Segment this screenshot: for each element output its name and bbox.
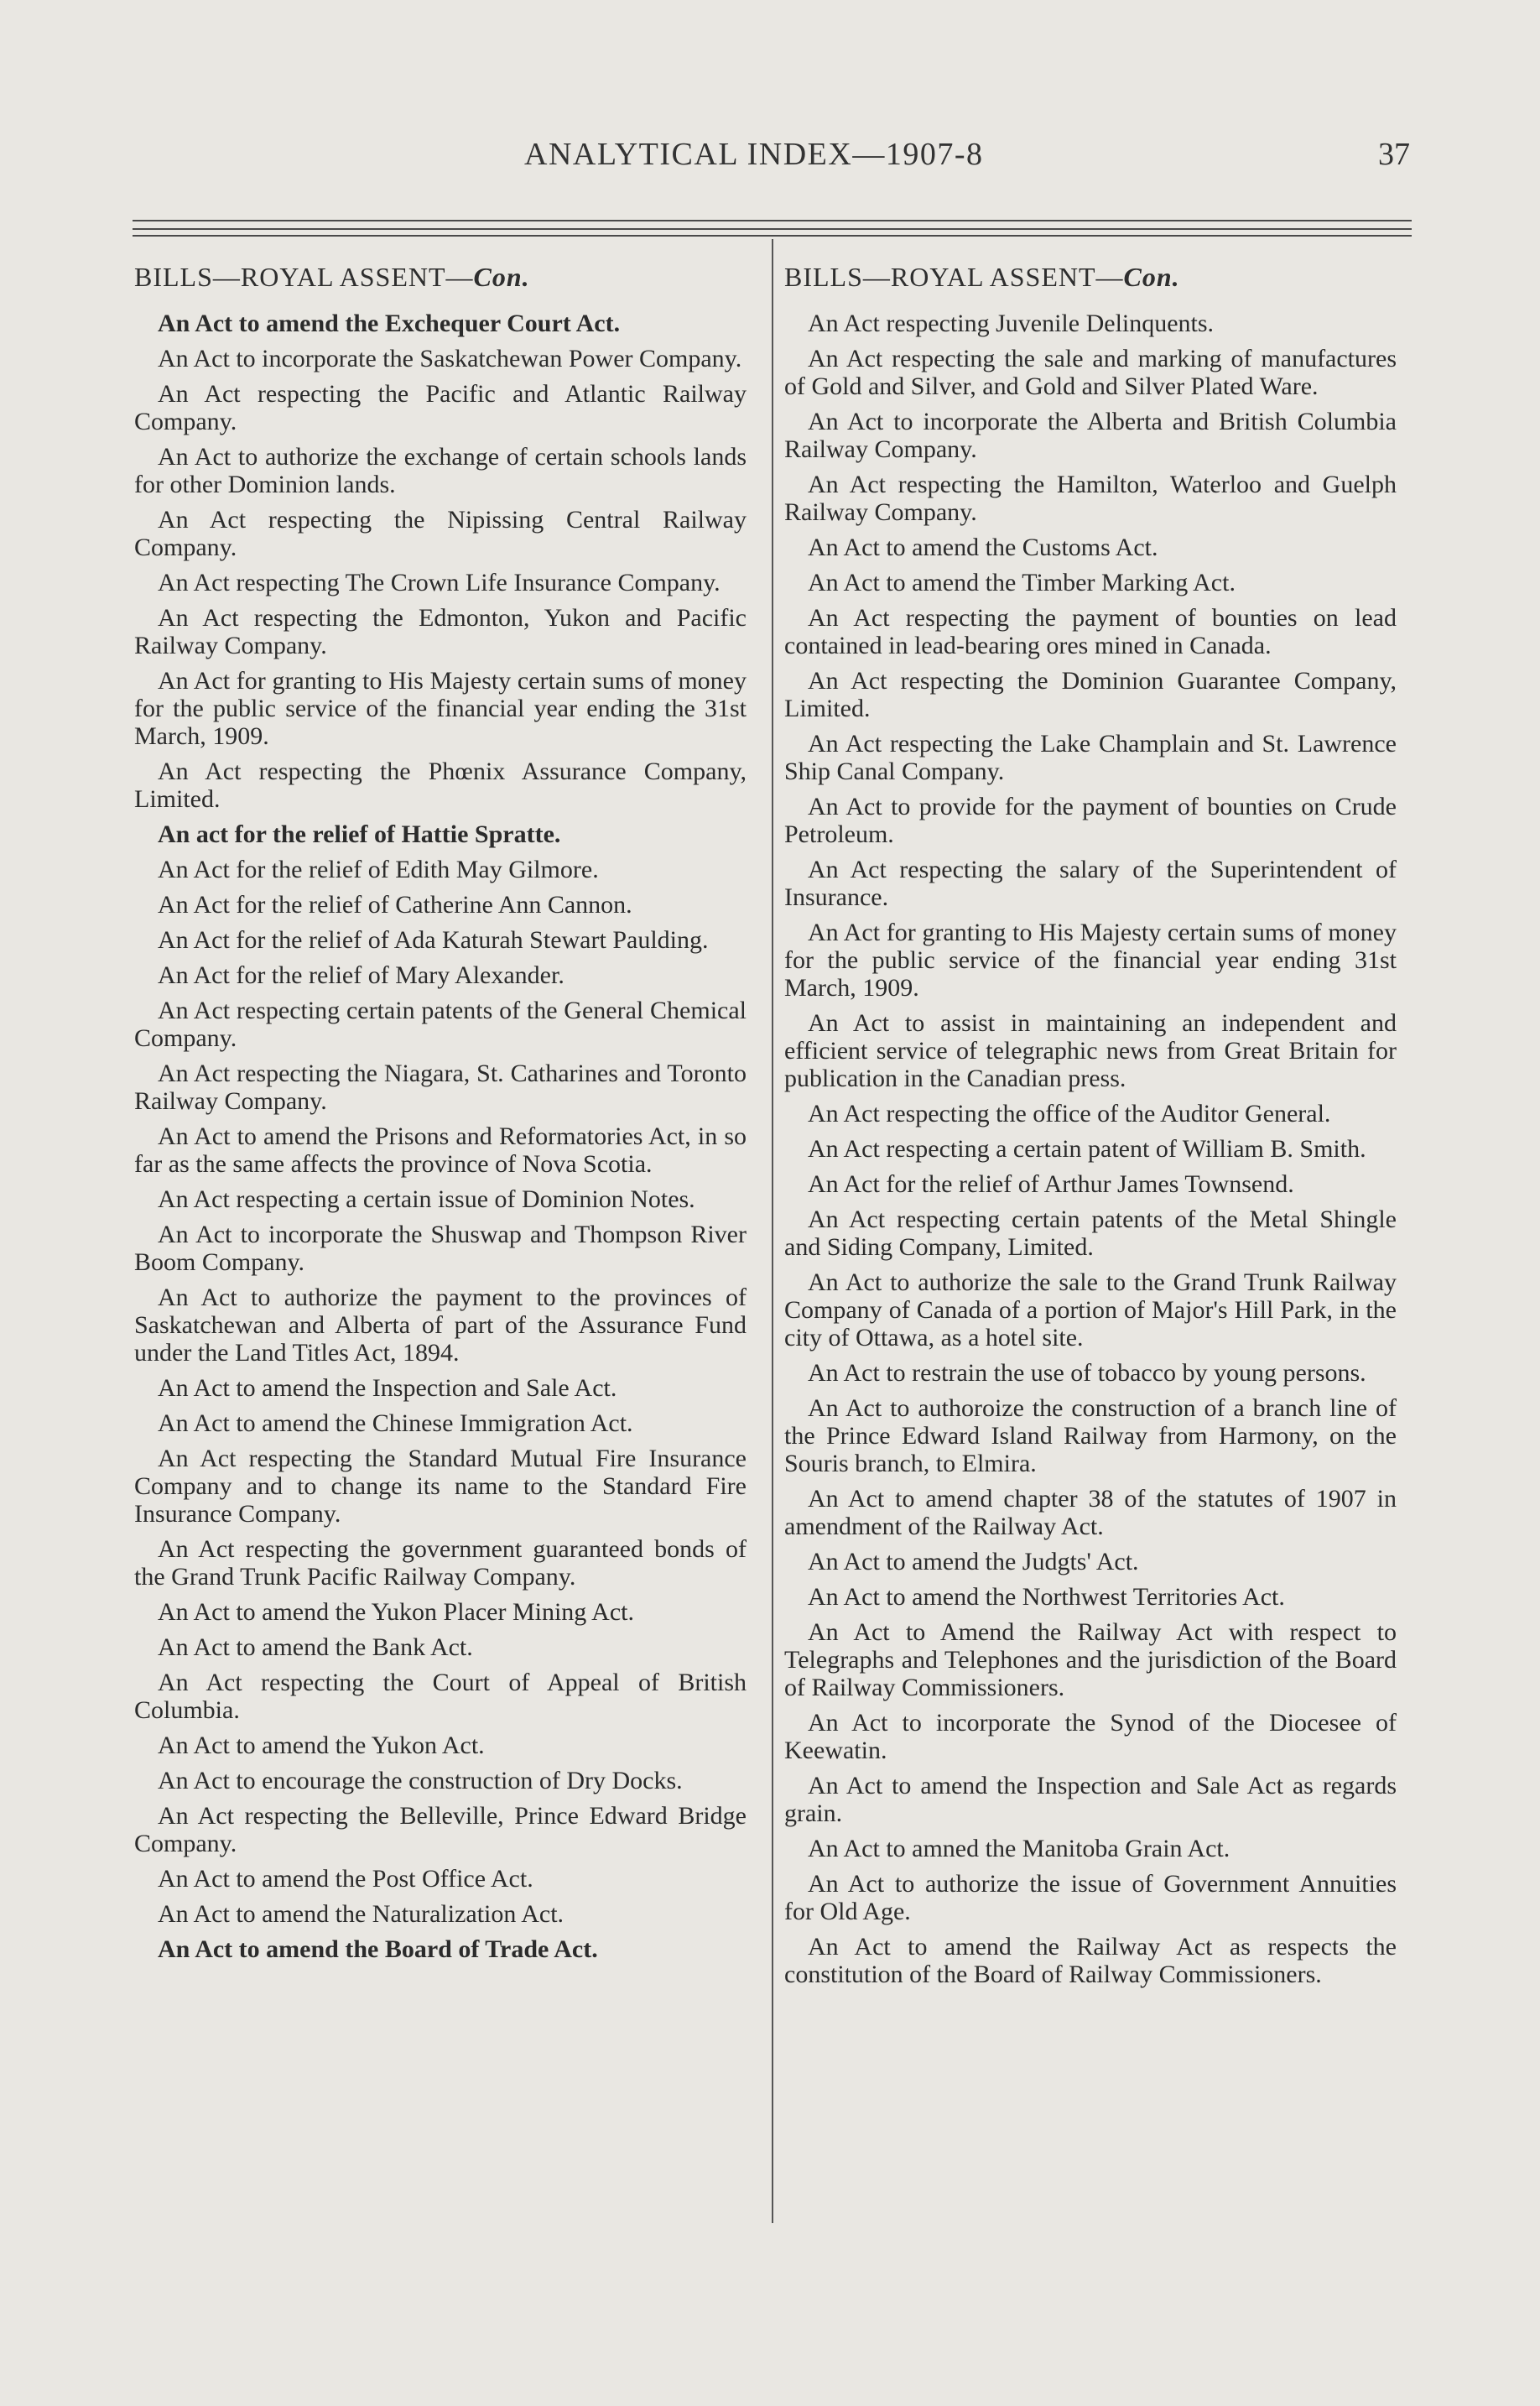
index-entry: An Act to authoroize the construction of a branch line of the Prince Edward Island Railway from Harmony, on the Souris branch, to Elmira. — [784, 1394, 1397, 1477]
index-entry: An Act respecting the Edmonton, Yukon and Pacific Railway Company. — [134, 604, 747, 659]
index-entry: An Act to Amend the Railway Act with respect to Telegraphs and Telephones and the jurisdiction of the Board of Railway Commissioners. — [784, 1618, 1397, 1701]
header-rule — [133, 235, 1412, 237]
index-entry: An Act to amend the Yukon Act. — [158, 1732, 485, 1759]
index-entry: An Act respecting the Hamilton, Waterloo and Guelph Railway Company. — [784, 471, 1397, 526]
index-entry: An Act respecting the Belleville, Prince Edward Bridge Company. — [134, 1802, 747, 1857]
index-entry: An Act to encourage the construction of Dry Docks. — [158, 1767, 683, 1794]
index-entry: An Act to provide for the payment of bounties on Crude Petroleum. — [784, 793, 1397, 848]
index-entry: An Act to amend the Board of Trade Act. — [158, 1935, 598, 1963]
index-entry: An Act to amend chapter 38 of the statutes of 1907 in amendment of the Railway Act. — [784, 1485, 1397, 1540]
index-entry: An Act to amend the Customs Act. — [808, 534, 1158, 561]
header-rule — [133, 228, 1412, 230]
index-entry: An Act to amend the Yukon Placer Mining Act. — [158, 1598, 634, 1626]
left-entries — [134, 310, 747, 1963]
left-column — [134, 262, 747, 1971]
index-entry: An Act to amend the Inspection and Sale Act. — [158, 1374, 617, 1402]
index-entry: An Act for the relief of Ada Katurah Stewart Paulding. — [158, 926, 709, 954]
index-entry: An Act to amend the Exchequer Court Act. — [158, 310, 621, 337]
index-entry: An Act for the relief of Arthur James Townsend. — [808, 1170, 1294, 1198]
index-entry: An Act respecting the Lake Champlain and St. Lawrence Ship Canal Company. — [784, 730, 1397, 785]
column-divider — [772, 239, 773, 2223]
index-entry: An Act respecting the salary of the Superintendent of Insurance. — [784, 856, 1397, 911]
index-entry: An Act respecting the office of the Auditor General. — [808, 1100, 1331, 1127]
index-entry: An Act respecting the Phœnix Assurance Company, Limited. — [134, 758, 747, 813]
index-entry: An Act to amend the Naturalization Act. — [158, 1900, 564, 1928]
right-column — [784, 262, 1397, 1996]
index-entry: An Act for the relief of Catherine Ann Cannon. — [158, 891, 632, 919]
index-entry: An Act for granting to His Majesty certain sums of money for the public service of the financial year ending 31st March, 1909. — [784, 919, 1397, 1002]
right-entries — [784, 310, 1397, 1988]
index-entry: An Act to amend the Northwest Territories Act. — [808, 1583, 1285, 1611]
left-column-heading: BILLS—ROYAL ASSENT—Con. — [134, 262, 530, 292]
index-entry: An Act respecting certain patents of the Metal Shingle and Siding Company, Limited. — [784, 1206, 1397, 1261]
index-entry: An Act respecting the government guaranteed bonds of the Grand Trunk Pacific Railway Company. — [134, 1535, 747, 1591]
index-entry: An Act respecting the payment of bounties on lead contained in lead-bearing ores mined in Canada. — [784, 604, 1397, 659]
index-entry: An Act to authorize the exchange of certain schools lands for other Dominion lands. — [134, 443, 747, 498]
index-entry: An Act to amend the Post Office Act. — [158, 1865, 533, 1893]
index-entry: An Act to incorporate the Saskatchewan Power Company. — [158, 345, 742, 372]
index-entry: An Act respecting The Crown Life Insurance Company. — [158, 569, 721, 596]
index-entry: An Act respecting the Pacific and Atlantic Railway Company. — [134, 380, 747, 435]
index-entry: An Act respecting the sale and marking of manufactures of Gold and Silver, and Gold and Silver Plated Ware. — [784, 345, 1397, 400]
index-entry: An Act respecting certain patents of the General Chemical Company. — [134, 997, 747, 1052]
index-entry: An Act to amend the Chinese Immigration Act. — [158, 1409, 633, 1437]
index-entry: An Act to amned the Manitoba Grain Act. — [808, 1835, 1230, 1862]
running-title: ANALYTICAL INDEX—1907-8 — [524, 137, 984, 172]
index-entry: An Act for granting to His Majesty certain sums of money for the public service of the financial year ending the 31st March, 1909. — [134, 667, 747, 750]
index-entry: An Act to authorize the sale to the Grand Trunk Railway Company of Canada of a portion of Major's Hill Park, in the city of Ottawa, as a hotel site. — [784, 1268, 1397, 1351]
index-entry: An Act to amend the Timber Marking Act. — [808, 569, 1236, 596]
heading-continued: Con. — [1123, 262, 1180, 292]
index-entry: An Act to amend the Prisons and Reformatories Act, in so far as the same affects the province of Nova Scotia. — [134, 1122, 747, 1178]
heading-continued: Con. — [473, 262, 530, 292]
index-entry: An Act to assist in maintaining an independent and efficient service of telegraphic news from Great Britain for publication in the Canadian press. — [784, 1009, 1397, 1092]
index-entry: An Act respecting a certain patent of William B. Smith. — [808, 1135, 1366, 1163]
index-entry: An Act respecting the Standard Mutual Fire Insurance Company and to change its name to the Standard Fire Insurance Company. — [134, 1445, 747, 1528]
index-entry: An act for the relief of Hattie Spratte. — [158, 820, 561, 848]
page-header — [0, 136, 1540, 186]
index-entry: An Act for the relief of Mary Alexander. — [158, 961, 564, 989]
index-entry: An Act to amend the Bank Act. — [158, 1633, 473, 1661]
index-entry: An Act respecting a certain issue of Dominion Notes. — [158, 1185, 695, 1213]
index-entry: An Act to incorporate the Synod of the Diocesee of Keewatin. — [784, 1709, 1397, 1764]
index-entry: An Act to incorporate the Shuswap and Thompson River Boom Company. — [134, 1221, 747, 1276]
index-entry: An Act to amend the Railway Act as respects the constitution of the Board of Railway Commissioners. — [784, 1933, 1397, 1988]
index-entry: An Act to restrain the use of tobacco by young persons. — [808, 1359, 1366, 1387]
page-number: 37 — [1378, 137, 1410, 172]
index-entry: An Act to authorize the payment to the provinces of Saskatchewan and Alberta of part of the Assurance Fund under the Land Titles Act, 1894. — [134, 1284, 747, 1367]
index-entry: An Act respecting the Niagara, St. Catharines and Toronto Railway Company. — [134, 1060, 747, 1115]
index-entry: An Act to amend the Judgts' Act. — [808, 1548, 1139, 1575]
index-entry: An Act for the relief of Edith May Gilmore. — [158, 856, 599, 883]
index-entry: An Act respecting Juvenile Delinquents. — [808, 310, 1215, 337]
index-entry: An Act respecting the Nipissing Central Railway Company. — [134, 506, 747, 561]
header-rule — [133, 220, 1412, 221]
index-entry: An Act respecting the Court of Appeal of British Columbia. — [134, 1669, 747, 1724]
index-entry: An Act to incorporate the Alberta and British Columbia Railway Company. — [784, 408, 1397, 463]
index-entry: An Act to amend the Inspection and Sale Act as regards grain. — [784, 1772, 1397, 1827]
right-column-heading: BILLS—ROYAL ASSENT—Con. — [784, 262, 1180, 292]
index-entry: An Act to authorize the issue of Government Annuities for Old Age. — [784, 1870, 1397, 1925]
index-entry: An Act respecting the Dominion Guarantee Company, Limited. — [784, 667, 1397, 722]
